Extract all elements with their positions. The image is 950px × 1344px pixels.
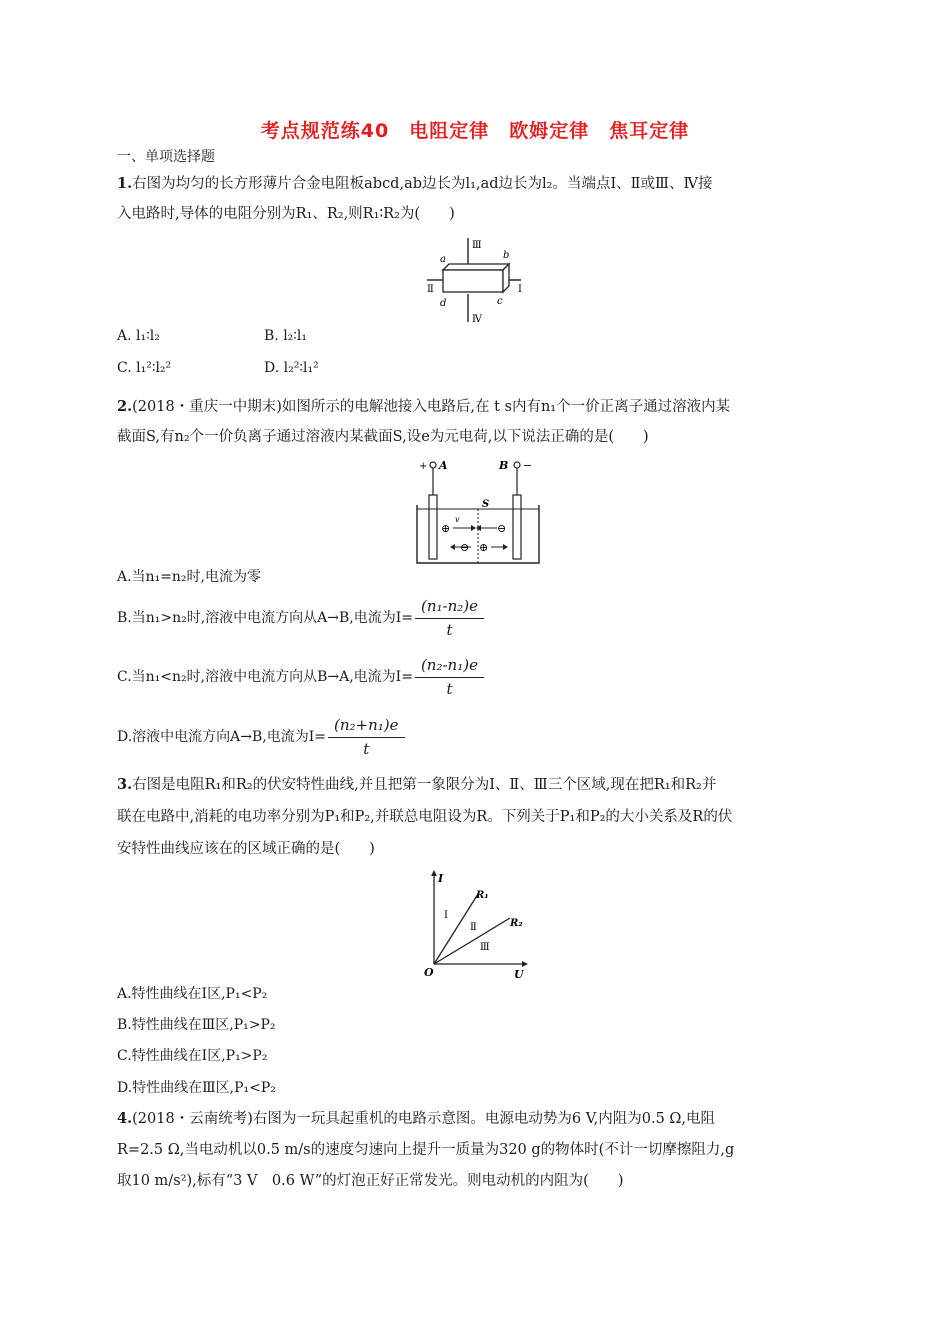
q2-number: 2. bbox=[117, 398, 133, 415]
q1-resistor-figure bbox=[425, 236, 535, 326]
q2-option-d-text: D.溶液中电流方向A→B,电流为I= bbox=[117, 729, 327, 745]
label-R1: R₁ bbox=[476, 890, 489, 901]
q2-option-d[interactable] bbox=[117, 716, 405, 758]
label-c: c bbox=[497, 296, 503, 307]
positive-ion-2: ⊕ bbox=[479, 541, 489, 554]
label-A: A bbox=[439, 459, 448, 472]
q3-iv-curve-figure bbox=[420, 868, 535, 980]
q4-line1 bbox=[117, 1110, 715, 1128]
q2-line1 bbox=[117, 398, 730, 416]
minus-sign: − bbox=[523, 459, 533, 472]
fraction-b-numerator: (n₁-n₂)e bbox=[415, 597, 484, 619]
fraction-c-numerator: (n₂-n₁)e bbox=[415, 656, 484, 678]
q2-option-b-text: B.当n₁>n₂时,溶液中电流方向从A→B,电流为I= bbox=[117, 610, 414, 626]
label-v: v bbox=[455, 515, 460, 524]
label-b: b bbox=[503, 250, 510, 261]
q4-line3: 取10 m/s²),标有“3 V 0.6 W”的灯泡正好正常发光。则电动机的内阻为( ) bbox=[117, 1173, 624, 1189]
q4-line2: R=2.5 Ω,当电动机以0.5 m/s的速度匀速向上提升一质量为320 g的物体时(不计一切摩擦阻力,g bbox=[117, 1142, 735, 1158]
q1-text1: 右图为均匀的长方形薄片合金电阻板abcd,ab边长为l₁,ad边长为l₂。当端点Ⅰ、Ⅱ或Ⅲ、Ⅳ接 bbox=[132, 176, 713, 192]
negative-ion-2: ⊖ bbox=[460, 541, 470, 554]
q4-number: 4. bbox=[117, 1110, 133, 1127]
q1-option-d[interactable]: D. l₂²∶l₁² bbox=[264, 360, 319, 376]
label-R2: R₂ bbox=[510, 918, 523, 929]
fraction-d-denominator: t bbox=[363, 740, 370, 758]
q3-line2: 联在电路中,消耗的电功率分别为P₁和P₂,并联总电阻设为R。下列关于P₁和P₂的大小关系及R的伏 bbox=[117, 809, 733, 825]
label-IV: Ⅳ bbox=[472, 314, 482, 325]
q3-line3: 安特性曲线应该在的区域正确的是( ) bbox=[117, 841, 375, 857]
label-II: Ⅱ bbox=[427, 284, 434, 295]
q2-option-c[interactable] bbox=[117, 656, 484, 698]
q1-option-a[interactable]: A. l₁∶l₂ bbox=[117, 328, 160, 344]
page-title: 考点规范练40 电阻定律 欧姆定律 焦耳定律 bbox=[260, 120, 690, 142]
q2-option-c-text: C.当n₁<n₂时,溶液中电流方向从B→A,电流为I= bbox=[117, 669, 413, 685]
fraction-b bbox=[415, 597, 484, 639]
region-II: Ⅱ bbox=[470, 922, 477, 933]
fraction-d bbox=[328, 716, 405, 758]
axis-U-label: U bbox=[514, 968, 524, 980]
fraction-b-denominator: t bbox=[446, 621, 453, 639]
q3-option-a[interactable]: A.特性曲线在Ⅰ区,P₁<P₂ bbox=[117, 986, 268, 1002]
fraction-d-numerator: (n₂+n₁)e bbox=[328, 716, 405, 738]
label-I: Ⅰ bbox=[518, 284, 522, 295]
negative-ion-1: ⊖ bbox=[497, 522, 507, 535]
q1-option-b[interactable]: B. l₂∶l₁ bbox=[264, 328, 308, 344]
positive-ion-1: ⊕ bbox=[441, 522, 451, 535]
q4-text1: (2018・云南统考)右图为一玩具起重机的电路示意图。电源电动势为6 V,内阻为0.5 Ω,电阻 bbox=[132, 1111, 716, 1127]
label-a: a bbox=[440, 254, 446, 265]
fraction-c-denominator: t bbox=[446, 680, 453, 698]
q1-option-c[interactable]: C. l₁²∶l₂² bbox=[117, 360, 172, 376]
label-III: Ⅲ bbox=[472, 240, 482, 251]
q1-number: 1. bbox=[117, 175, 133, 192]
label-d: d bbox=[440, 298, 447, 309]
q3-option-b[interactable]: B.特性曲线在Ⅲ区,P₁>P₂ bbox=[117, 1017, 276, 1033]
q2-option-b[interactable] bbox=[117, 597, 484, 639]
origin-O: O bbox=[424, 966, 434, 979]
plus-sign: + bbox=[419, 461, 428, 472]
axis-I-label: I bbox=[438, 872, 444, 885]
q2-line2: 截面S,有n₂个一价负离子通过溶液内某截面S,设e为元电荷,以下说法正确的是( ) bbox=[117, 429, 649, 445]
q3-number: 3. bbox=[117, 776, 133, 793]
q2-electrolytic-cell-figure bbox=[415, 455, 555, 567]
q3-option-d[interactable]: D.特性曲线在Ⅲ区,P₁<P₂ bbox=[117, 1080, 276, 1096]
region-III: Ⅲ bbox=[480, 942, 490, 953]
q3-text1: 右图是电阻R₁和R₂的伏安特性曲线,并且把第一象限分为Ⅰ、Ⅱ、Ⅲ三个区域,现在把R₁和R₂并 bbox=[132, 777, 717, 793]
section-heading: 一、单项选择题 bbox=[117, 149, 215, 165]
label-S: S bbox=[482, 499, 490, 510]
q1-line1 bbox=[117, 175, 713, 193]
region-I: Ⅰ bbox=[444, 910, 448, 921]
q2-option-a[interactable]: A.当n₁=n₂时,电流为零 bbox=[117, 569, 261, 585]
q2-text1: (2018・重庆一中期末)如图所示的电解池接入电路后,在 t s内有n₁个一价正离子通过溶液内某 bbox=[132, 399, 731, 415]
label-B: B bbox=[499, 459, 509, 472]
fraction-c bbox=[415, 656, 484, 698]
q1-line2: 入电路时,导体的电阻分别为R₁、R₂,则R₁∶R₂为( ) bbox=[117, 206, 455, 222]
q3-option-c[interactable]: C.特性曲线在Ⅰ区,P₁>P₂ bbox=[117, 1048, 268, 1064]
q3-line1 bbox=[117, 776, 716, 794]
